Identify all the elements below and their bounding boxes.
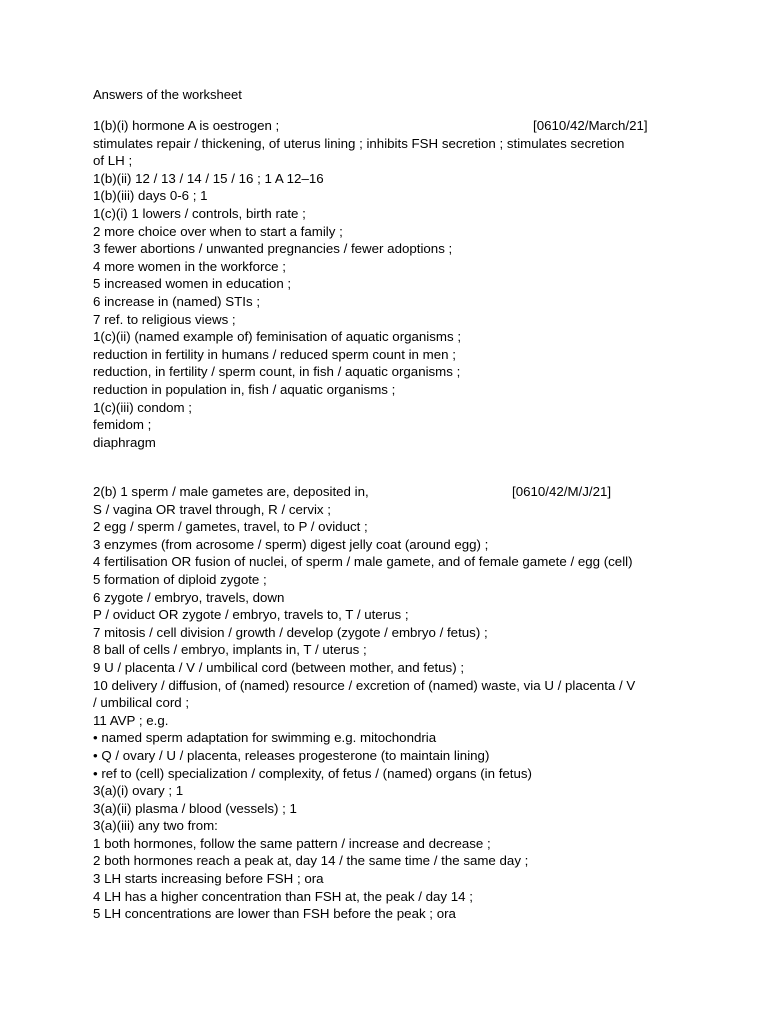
- answer-line: 3(a)(ii) plasma / blood (vessels) ; 1: [93, 800, 297, 816]
- answer-line: 1(b)(iii) days 0-6 ; 1: [93, 188, 208, 204]
- answer-line: 8 ball of cells / embryo, implants in, T / uterus ;: [93, 642, 367, 658]
- answer-line: 2 more choice over when to start a family ;: [93, 223, 343, 239]
- answer-line: 2 egg / sperm / gametes, travel, to P / oviduct ;: [93, 519, 368, 535]
- answer-section-1: [93, 117, 683, 451]
- answer-line: 1(b)(i) hormone A is oestrogen ; [0610/42/March/21]: [93, 118, 648, 133]
- answer-line: 1(c)(iii) condom ;: [93, 399, 193, 415]
- answer-line: 1(b)(ii) 12 / 13 / 14 / 15 / 16 ; 1 A 12–16: [93, 170, 324, 186]
- answer-line: reduction in population in, fish / aquatic organisms ;: [93, 381, 396, 397]
- answer-line: 2(b) 1 sperm / male gametes are, deposited in, [0610/42/M/J/21]: [93, 484, 612, 499]
- answer-line: 3(a)(iii) any two from:: [93, 818, 218, 834]
- answer-line: 5 increased women in education ;: [93, 276, 292, 292]
- answer-line: femidom ;: [93, 417, 152, 433]
- answer-line: • named sperm adaptation for swimming e.g. mitochondria: [93, 730, 437, 746]
- answer-line: • Q / ovary / U / placenta, releases progesterone (to maintain lining): [93, 747, 490, 763]
- answer-line: • ref to (cell) specialization / complexity, of fetus / (named) organs (in fetus): [93, 765, 532, 781]
- answer-line: diaphragm: [93, 434, 156, 450]
- answer-line: 4 fertilisation OR fusion of nuclei, of sperm / male gamete, and of female gamete / egg (cell): [93, 554, 633, 570]
- answer-line: of LH ;: [93, 153, 133, 169]
- answer-line: 1(c)(i) 1 lowers / controls, birth rate ;: [93, 205, 306, 221]
- answer-line: 7 ref. to religious views ;: [93, 311, 236, 327]
- answer-line: 10 delivery / diffusion, of (named) resource / excretion of (named) waste, via U / placenta / V: [93, 677, 636, 693]
- answer-section-2: [93, 483, 683, 923]
- answer-line: 5 LH concentrations are lower than FSH before the peak ; ora: [93, 906, 456, 922]
- answer-line: 1 both hormones, follow the same pattern / increase and decrease ;: [93, 835, 491, 851]
- answer-line: 4 LH has a higher concentration than FSH at, the peak / day 14 ;: [93, 888, 473, 904]
- answer-line: 3 LH starts increasing before FSH ; ora: [93, 871, 324, 887]
- answer-line: stimulates repair / thickening, of uterus lining ; inhibits FSH secretion ; stimulates secretion: [93, 135, 625, 151]
- answer-line: 9 U / placenta / V / umbilical cord (between mother, and fetus) ;: [93, 659, 465, 675]
- answer-line: 5 formation of diploid zygote ;: [93, 571, 267, 587]
- answer-line: 3 enzymes (from acrosome / sperm) digest jelly coat (around egg) ;: [93, 536, 489, 552]
- answer-line: P / oviduct OR zygote / embryo, travels to, T / uterus ;: [93, 607, 409, 623]
- answer-line: 4 more women in the workforce ;: [93, 258, 286, 274]
- answer-line: / umbilical cord ;: [93, 695, 190, 711]
- answer-line: 3 fewer abortions / unwanted pregnancies / fewer adoptions ;: [93, 241, 453, 257]
- answer-line: 7 mitosis / cell division / growth / develop (zygote / embryo / fetus) ;: [93, 624, 488, 640]
- answer-line: 6 zygote / embryo, travels, down: [93, 589, 285, 605]
- answer-line: 3(a)(i) ovary ; 1: [93, 783, 184, 799]
- answer-line: 1(c)(ii) (named example of) feminisation of aquatic organisms ;: [93, 329, 462, 345]
- answer-line: reduction in fertility in humans / reduced sperm count in men ;: [93, 346, 456, 362]
- answer-line: 2 both hormones reach a peak at, day 14 / the same time / the same day ;: [93, 853, 529, 869]
- answer-line: reduction, in fertility / sperm count, in fish / aquatic organisms ;: [93, 364, 461, 380]
- paper-reference: [0610/42/M/J/21]: [512, 484, 612, 499]
- answer-line: 11 AVP ; e.g.: [93, 712, 169, 728]
- page-title: Answers of the worksheet: [93, 87, 242, 102]
- answer-line: 6 increase in (named) STIs ;: [93, 293, 261, 309]
- paper-reference: [0610/42/March/21]: [533, 118, 648, 133]
- answer-line: S / vagina OR travel through, R / cervix ;: [93, 501, 331, 517]
